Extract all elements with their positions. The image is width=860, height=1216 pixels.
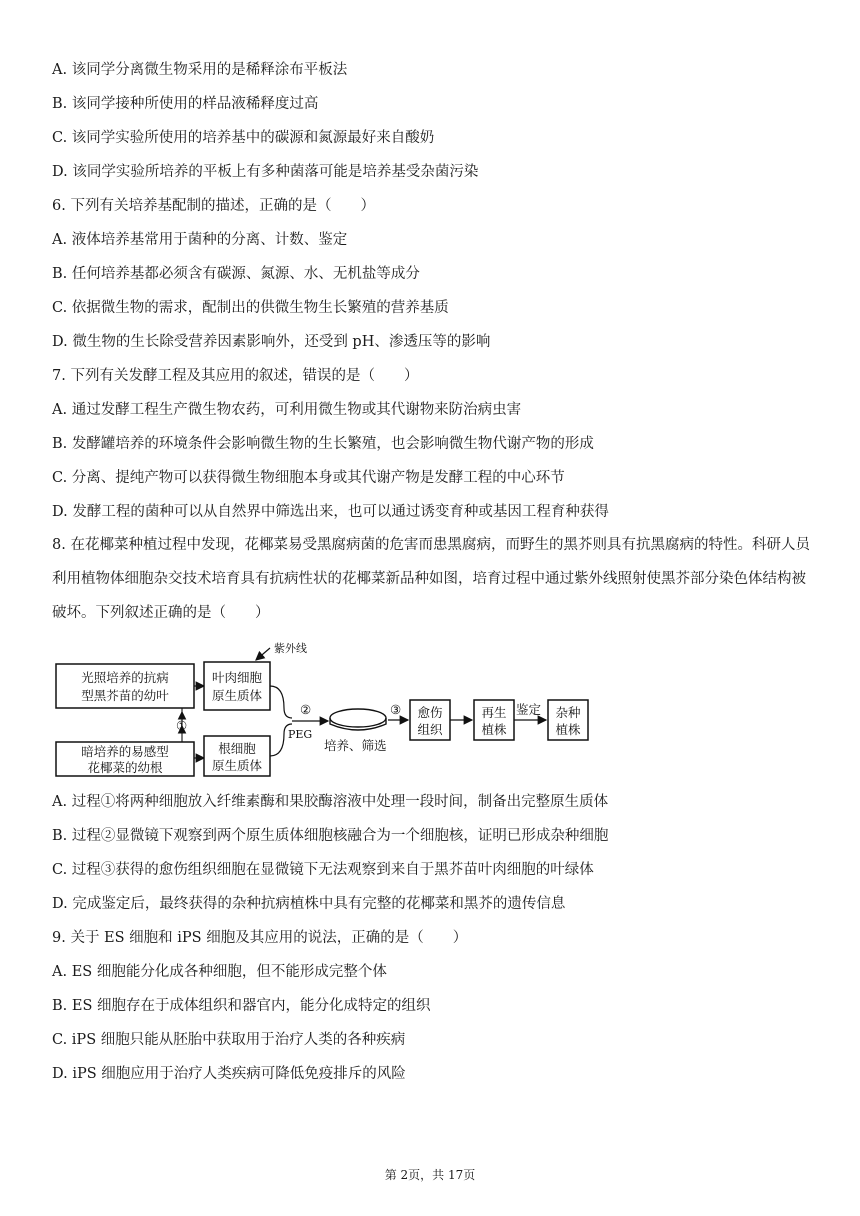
q8-stem: 8. 在花椰菜种植过程中发现，花椰菜易受黑腐病菌的危害而患黑腐病，而野生的黑芥则具有抗黑腐病的特性。科研人员利用植物体细胞杂交技术培育具有抗病性状的花椰菜新品种如图，培育过程中通过紫外线照射使黑芥部分染色体结构被破坏。下列叙述正确的是（ ） [52,537,810,621]
fusion-flow-diagram [52,638,592,778]
svg-text:杂种: 杂种 [555,705,581,720]
q8-option-c: C. 过程③获得的愈伤组织细胞在显微镜下无法观察到来自于黑芥苗叶肉细胞的叶绿体 [52,862,594,878]
svg-text:再生: 再生 [481,705,507,720]
q6-option-d: D. 微生物的生长除受营养因素影响外，还受到 pH、渗透压等的影响 [52,334,491,350]
q6-option-a: A. 液体培养基常用于菌种的分离、计数、鉴定 [52,232,348,248]
identify-label: 鉴定 [516,702,542,717]
q9-stem: 9. 关于 ES 细胞和 iPS 细胞及其应用的说法，正确的是（ ） [52,930,468,946]
svg-text:愈伤: 愈伤 [417,705,443,720]
q9-option-b: B. ES 细胞存在于成体组织和器官内，能分化成特定的组织 [52,998,431,1014]
q7-option-b: B. 发酵罐培养的环境条件会影响微生物的生长繁殖，也会影响微生物代谢产物的形成 [52,436,594,452]
step-2-label: ② [300,702,312,717]
svg-text:暗培养的易感型: 暗培养的易感型 [81,744,169,759]
q7-option-d: D. 发酵工程的菌种可以从自然界中筛选出来，也可以通过诱变育种或基因工程育种获得 [52,504,609,520]
q8-option-d: D. 完成鉴定后，最终获得的杂种抗病植株中具有完整的花椰菜和黑芥的遗传信息 [52,896,566,912]
svg-text:光照培养的抗病: 光照培养的抗病 [81,670,169,685]
peg-label: PEG [288,728,313,741]
svg-text:花椰菜的幼根: 花椰菜的幼根 [87,760,163,775]
step-3-label: ③ [390,702,402,717]
q7-stem: 7. 下列有关发酵工程及其应用的叙述，错误的是（ ） [52,368,419,384]
culture-screen-label: 培养、筛选 [324,738,387,753]
svg-text:叶肉细胞: 叶肉细胞 [211,670,263,685]
petri-dish [330,709,386,727]
svg-text:原生质体: 原生质体 [211,688,263,703]
q7-option-a: A. 通过发酵工程生产微生物农药，可利用微生物或其代谢物来防治病虫害 [52,402,522,418]
svg-text:植株: 植株 [481,722,507,737]
q6-stem: 6. 下列有关培养基配制的描述，正确的是（ ） [52,198,375,214]
q5-option-d: D. 该同学实验所培养的平板上有多种菌落可能是培养基受杂菌污染 [52,164,479,180]
q9-option-a: A. ES 细胞能分化成各种细胞，但不能形成完整个体 [52,964,387,980]
q7-option-c: C. 分离、提纯产物可以获得微生物细胞本身或其代谢产物是发酵工程的中心环节 [52,470,565,486]
q6-option-c: C. 依据微生物的需求，配制出的供微生物生长繁殖的营养基质 [52,300,449,316]
q5-option-c: C. 该同学实验所使用的培养基中的碳源和氮源最好来自酸奶 [52,130,435,146]
page-footer: 第 2页，共 17页 [384,1168,476,1182]
q9-option-d: D. iPS 细胞应用于治疗人类疾病可降低免疫排斥的风险 [52,1066,406,1082]
svg-text:根细胞: 根细胞 [218,741,256,756]
q6-option-b: B. 任何培养基都必须含有碳源、氮源、水、无机盐等成分 [52,266,420,282]
svg-text:植株: 植株 [555,722,581,737]
q8-option-a: A. 过程①将两种细胞放入纤维素酶和果胶酶溶液中处理一段时间，制备出完整原生质体 [52,794,609,810]
step-1-label: ① [176,718,188,733]
uv-label: 紫外线 [274,642,307,655]
svg-text:组织: 组织 [417,722,443,737]
q8-option-b: B. 过程②显微镜下观察到两个原生质体细胞核融合为一个细胞核，证明已形成杂种细胞 [52,828,609,844]
svg-text:型黑芥苗的幼叶: 型黑芥苗的幼叶 [81,688,169,703]
q5-option-b: B. 该同学接种所使用的样品液稀释度过高 [52,96,319,112]
q9-option-c: C. iPS 细胞只能从胚胎中获取用于治疗人类的各种疾病 [52,1032,406,1048]
svg-text:原生质体: 原生质体 [211,758,263,773]
q5-option-a: A. 该同学分离微生物采用的是稀释涂布平板法 [52,62,348,78]
